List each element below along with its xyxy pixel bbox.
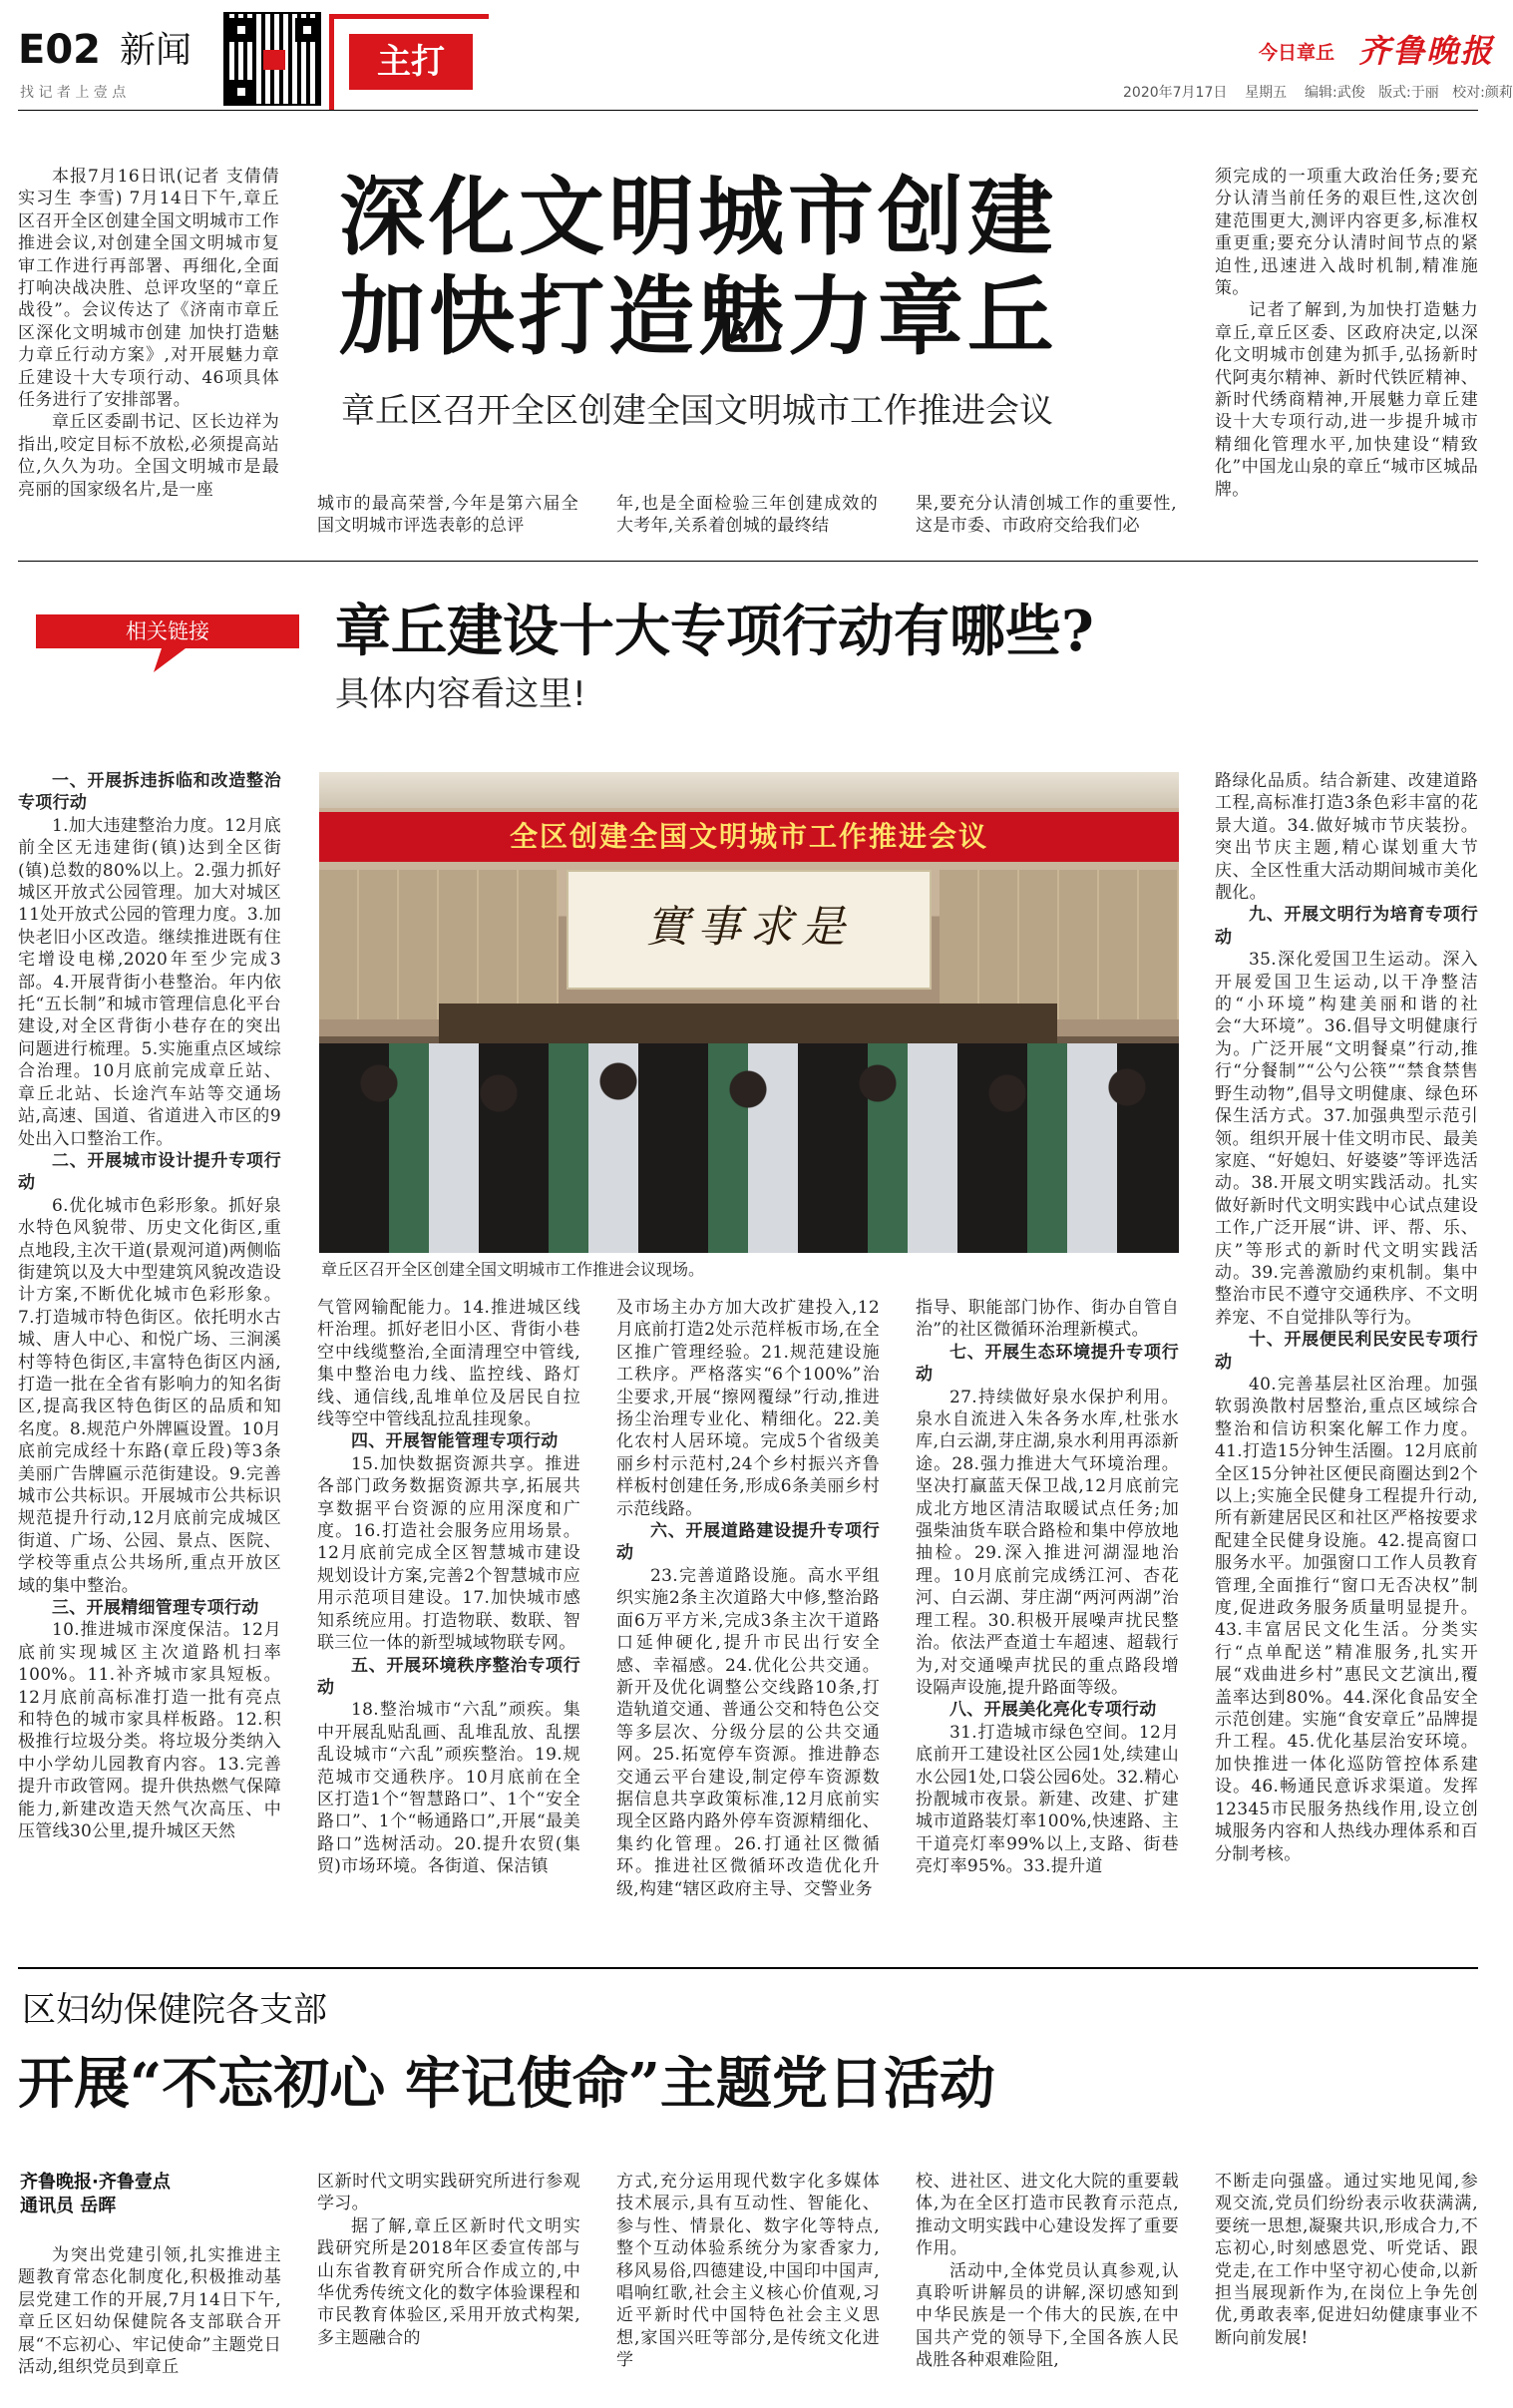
feature-paragraph: 气管网输配能力。14.推进城区线杆治理。抓好老旧小区、背街小巷空中线缆整治,全面清理空中管线,集中整治电力线、监控线、路灯线、通信线,乱堆单位及居民自拉线等空中管线乱拉乱挂现象。 [317,1298,580,1430]
lead-paragraph: 须完成的一项重大政治任务;要充分认清当前任务的艰巨性,这次创建范围更大,测评内容更多,标准权重更重;要充分认清时间节点的紧迫性,迅速进入战时机制,精准施策。 [1215,167,1478,299]
lead-headline-line-1: 深化文明城市创建 [339,167,1057,267]
feature-column-5 [1215,770,1478,1939]
lead-column [616,493,878,539]
bottom-column-2 [317,2171,580,2400]
newspaper-logo: 齐鲁晚报 [1358,32,1495,70]
editor: 编辑:武俊 [1304,85,1365,101]
section-heading: 十、开展便民利民安民专项行动 [1215,1330,1478,1373]
bottom-paragraph: 方式,充分运用现代数字化多媒体技术展示,具有互动性、智能化、参与性、情景化、数字化等特点,整个互动体验系统分为家香家力,移风易俗,四德建设,中国印中国声,唱响红歌,社会主义核心价值观,习近平新时代中国特色社会主义思想,家国兴旺等部分,是传统文化进学 [616,2172,880,2371]
section-divider [18,1967,1478,1969]
photo-ceiling [319,772,1179,808]
feature-paragraph: 15.加快数据资源共享。推进各部门政务数据资源共享,拓展共享数据平台资源的应用深度和广度。16.打造社会服务应用场景。12月底前完成全区智慧城市建设规划设计方案,完善2个智慧城市应用示范项目建设。17.加快城市感知系统应用。打造物联、数联、智联三位一体的新型城域物联专网。 [317,1453,580,1654]
section-badge: 主打 [349,34,473,90]
photo-banner [319,812,1179,862]
feature-paragraph: 及市场主办方加大改扩建投入,12月底前打造2处示范样板市场,在全区推广管理经验。21.规范建设施工秩序。严格落实“6个100%”治尘要求,开展“擦网覆绿”行动,推进扬尘治理专业化、精细化。22.美化农村人居环境。完成5个省级美丽乡村示范村,24个乡村振兴齐鲁样板村创建任务,形成6条美丽乡村示范线路。 [616,1298,880,1519]
masthead-meta [1123,84,1513,102]
photo-banner-text: 全区创建全国文明城市工作推进会议 [509,820,988,853]
issue-date: 2020年7月17日 [1123,85,1228,101]
section-heading: 六、开展道路建设提升专项行动 [616,1521,880,1564]
bottom-column-3 [616,2171,880,2400]
section-divider [18,561,1478,562]
bottom-column-1 [18,2244,281,2400]
photo-audience [319,1043,1179,1253]
feature-paragraph: 35.深化爱国卫生运动。深入开展爱国卫生运动,以干净整洁的“小环境”构建美丽和谐的社会“大环境”。36.倡导文明健康行为。广泛开展“文明餐桌”行动,推行“分餐制”“公勺公筷”“禁食禁售野生动物”,倡导文明健康、绿色环保生活方式。37.加强典型示范引领。组织开展十佳文明市民、最美家庭、“好媳妇、好婆婆”等评选活动。38.开展文明实践活动。扎实做好新时代文明实践中心试点建设工作,广泛开展“讲、评、帮、乐、庆”等形式的新时代文明实践活动。39.完善激励约束机制。集中整治市民不遵守交通秩序、不文明养宠、不自觉排队等行为。 [1215,950,1478,1328]
feature-paragraph: 23.完善道路设施。高水平组织实施2条主次道路大中修,整治路面6万平方米,完成3条主次干道路口延伸硬化,提升市民出行安全感、幸福感。24.优化公共交通。新开及优化调整公交线路10条,打造轨道交通、普通公交和特色公交等多层次、分级分层的公共交通网。25.拓宽停车资源。推进静态交通云平台建设,制定停车资源数据信息共享政策标准,12月底前实现全区路内路外停车资源精细化、集约化管理。26.打通社区微循环。推进社区微循环改造优化升级,构建“辖区政府主导、交警业务 [616,1565,880,1899]
feature-column-2 [317,1297,580,1939]
section-heading: 九、开展文明行为培育专项行动 [1215,905,1478,948]
section-heading: 一、开展拆违拆临和改造整治专项行动 [18,771,281,814]
section-heading: 五、开展环境秩序整治专项行动 [317,1655,580,1698]
masthead-sub: 找 记 者 上 壹 点 [20,85,127,101]
feature-column-4 [916,1297,1179,1939]
lead-headline [339,168,1167,367]
lead-paragraph: 记者了解到,为加快打造魅力章丘,章丘区委、区政府决定,以深化文明城市创建为抓手,弘扬新时代阿夷尔精神、新时代铁匠精神、新时代绣商精神,开展魅力章丘建设十大专项行动,进一步提升城市精细化管理水平,加快建设“精致化”中国龙山泉的章丘“城市区城品牌。 [1215,300,1478,500]
lead-paragraph: 章丘区委副书记、区长边祥为指出,咬定目标不放松,必须提高站位,久久为功。全国文明城市是最亮丽的国家级名片,是一座 [18,412,279,500]
qr-code-icon [223,12,321,106]
lead-paragraph: 年,也是全面检验三年创建成效的大考年,关系着创城的最终结 [616,494,878,537]
meeting-photo [319,772,1179,1253]
feature-paragraph: 1.加大违建整治力度。12月底前全区无违建街(镇)达到全区街(镇)总数的80%以上。2.强力抓好城区开放式公园管理。加大对城区11处开放式公园的管理力度。3.加快老旧小区改造。继续推进既有住宅增设电梯,2020年至少完成3部。4.开展背街小巷整治。年内依托“五长制”和城市管理信息化平台建设,对全区背街小巷存在的突出问题进行梳理。5.实施重点区域综合治理。10月底前完成章丘站、章丘北站、长途汽车站等交通场站,高速、国道、省道进入市区的9处出入口整治工作。 [18,815,281,1149]
feature-paragraph: 10.推进城市深度保洁。12月底前实现城区主次道路机扫率100%。11.补齐城市家具短板。12月底前高标准打造一批有亮点和特色的城市家具样板路。12.积极推行垃圾分类。将垃圾分类纳入中小学幼儿园教育内容。13.完善提升市政管网。提升供热燃气保障能力,新建改造天然气次高压、中压管线30公里,提升城区天然 [18,1620,281,1842]
bottom-paragraph: 活动中,全体党员认真参观,认真聆听讲解员的讲解,深切感知到中华民族是一个伟大的民族,在中国共产党的领导下,全国各族人民战胜各种艰难险阻, [916,2260,1179,2371]
proofreader: 校对:颜莉 [1452,85,1513,101]
bottom-paragraph: 不断走向强盛。通过实地见闻,参观交流,党员们纷纷表示收获满满,要统一思想,凝聚共识,形成合力,不忘初心,时刻感恩党、听党话、跟党走,在工作中坚守初心使命,以新担当展现新作为,在岗位上争先创优,勇敢表率,促进妇幼健康事业不断向前发展! [1215,2172,1478,2348]
lead-paragraph: 本报7月16日讯(记者 支倩倩 实习生 李雪) 7月14日下午,章丘区召开全区创建全国文明城市工作推进会议,对创建全国文明城市复审工作进行再部署、再细化,全面打响决战决胜、总评攻坚的“章丘战役”。会议传达了《济南市章丘区深化文明城市创建 加快打造魅力章丘行动方案》,对开展魅力章丘建设十大专项行动、46项具体任务进行了安排部署。 [18,167,279,411]
feature-subheadline: 具体内容看这里! [335,674,586,714]
feature-paragraph: 指导、职能部门协作、街办自管自治”的社区微循环治理新模式。 [916,1298,1179,1341]
bottom-headline: 开展“不忘初心 牢记使命”主题党日活动 [18,2051,995,2117]
photo-wall-right [940,870,1179,1019]
feature-paragraph: 18.整治城市“六乱”顽疾。集中开展乱贴乱画、乱堆乱放、乱摆乱设城市“六乱”顽疾整治。19.规范城市交通秩序。10月底前在全区打造1个“智慧路口”、1个“安全路口”、1个“畅通路口”,开展“最美路口”选树活动。20.提升农贸(集贸)市场环境。各街道、保洁镇 [317,1700,580,1877]
lead-paragraph: 果,要充分认清创城工作的重要性,这是市委、市政府交给我们必 [916,494,1177,537]
section-heading: 八、开展美化亮化专项行动 [949,1700,1157,1721]
feature-headline: 章丘建设十大专项行动有哪些? [335,599,1094,664]
related-link-label: 相关链接 [126,619,209,643]
bottom-column-5 [1215,2171,1478,2400]
related-link-tag [36,614,299,674]
feature-paragraph: 40.完善基层社区治理。加强软弱涣散村居整治,重点区域综合整治和信访积案化解工作力度。41.打造15分钟生活圈。12月底前全区15分钟社区便民商圈达到2个以上;实施全民健身工程提升行动,所有新建居民区和社区严格按要求配建全民健身设施。42.提高窗口服务水平。加强窗口工作人员教育管理,全面推行“窗口无否决权”制度,促进政务服务质量明显提升。43.丰富居民文化生活。分类实行“点单配送”精准服务,扎实开展“戏曲进乡村”惠民文艺演出,覆盖率达到80%。44.深化食品安全示范创建。实施“食安章丘”品牌提升工程。45.优化基层治安环境。加快推进一体化巡防管控体系建设。46.畅通民意诉求渠道。发挥12345市民服务热线作用,设立创城服务内容和人热线办理体系和百分制考核。 [1215,1374,1478,1864]
lead-headline-line-2: 加快打造魅力章丘 [339,266,1057,367]
bottom-paragraph: 据了解,章丘区新时代文明实践研究所是2018年区委宣传部与山东省教育研究所合作成立的,中华优秀传统文化的数字体验课程和市民教育体验区,采用开放式构架,多主题融合的 [317,2215,580,2348]
today-label: 今日章丘 [1259,42,1335,64]
designer: 版式:于丽 [1378,85,1439,101]
feature-paragraph: 路绿化品质。结合新建、改建道路工程,高标准打造3条色彩丰富的花景大道。34.做好城市节庆装扮。突出节庆主题,精心谋划重大节庆、全区性重大活动期间城市美化靓化。 [1215,771,1478,904]
section-heading: 四、开展智能管理专项行动 [351,1431,559,1452]
photo-caption: 章丘区召开全区创建全国文明城市工作推进会议现场。 [321,1260,705,1279]
masthead-rule [18,110,1478,111]
byline-reporter: 通讯员 岳晖 [20,2196,117,2216]
section-heading: 七、开展生态环境提升专项行动 [916,1342,1179,1386]
bottom-paragraph: 区新时代文明实践研究所进行参观学习。 [317,2172,580,2214]
section-heading: 三、开展精细管理专项行动 [52,1598,259,1619]
lead-column [916,493,1177,539]
masthead [0,0,1513,140]
feature-paragraph: 31.打造城市绿色空间。12月底前开工建设社区公园1处,续建山水公园1处,口袋公园6处。32.精心扮靓城市夜景。新建、改建、扩建城市道路装灯率100%,快速路、主干道亮灯率99%以上,支路、街巷亮灯率95%。33.提升道 [916,1722,1179,1877]
bottom-byline [20,2171,281,2218]
lead-paragraph: 城市的最高荣誉,今年是第六届全国文明城市评选表彰的总评 [317,494,578,537]
feature-column-1 [18,770,281,1939]
byline-outlet: 齐鲁晚报·齐鲁壹点 [20,2172,171,2193]
lead-column-right [1215,166,1478,539]
issue-weekday: 星期五 [1245,85,1288,101]
photo-calligraphy [567,870,932,990]
photo-podium [439,1003,1057,1043]
bottom-paragraph: 为突出党建引领,扎实推进主题教育常态化制度化,积极推动基层党建工作的开展,7月14日下午,章丘区妇幼保健院各支部联合开展“不忘初心、牢记使命”主题党日活动,组织党员到章丘 [18,2245,281,2378]
feature-paragraph: 27.持续做好泉水保护利用。泉水自流进入朱各务水库,杜张水库,白云湖,芽庄湖,泉水利用再添新途。28.强力推进大气环境治理。坚决打赢蓝天保卫战,12月底前完成北方地区清洁取暖试点任务;加强柴油货车联合路检和集中停放地抽检。29.深入推进河湖湿地治理。10月底前完成绣江河、杏花河、白云湖、芽庄湖“两河两湖”治理工程。30.积极开展噪声扰民整治。依法严查道士车超速、超载行为,对交通噪声扰民的重点路段增设隔声设施,提升路面等级。 [916,1387,1179,1698]
feature-paragraph: 6.优化城市色彩形象。抓好泉水特色风貌带、历史文化街区,重点地段,主次干道(景观河道)两侧临街建筑以及大中型建筑风貌改造设计方案,不断优化城市色彩形象。7.打造城市特色街区。依托明水古城、唐人中心、和悦广场、三涧溪村等特色街区,丰富特色街区内涵,打造一批在全省有影响力的知名街区,提高我区特色街区的品质和知名度。8.规范户外牌匾设置。10月底前完成经十东路(章丘段)等3条美丽广告牌匾示范街建设。9.完善城市公共标识。开展城市公共标识规范提升行动,12月底前完成城区街道、广场、公园、景点、医院、学校等重点公共场所,重点开放区域的集中整治。 [18,1195,281,1596]
lead-subheadline: 章丘区召开全区创建全国文明城市工作推进会议 [341,391,1053,431]
section-name: 新闻 [120,30,192,71]
feature-column-3 [616,1297,880,1939]
photo-wall-left [319,870,559,1019]
lead-column [317,493,578,539]
bottom-paragraph: 校、进社区、进文化大院的重要载体,为在全区打造市民教育示范点,推动文明实践中心建设发挥了重要作用。 [916,2172,1179,2259]
section-heading: 二、开展城市设计提升专项行动 [18,1150,281,1194]
photo-calligraphy-text: 實事求是 [645,902,853,953]
page-number: E02 [18,27,101,73]
lead-column-left [18,166,279,537]
bottom-column-4 [916,2171,1179,2400]
bottom-kicker: 区妇幼保健院各支部 [22,1990,327,2030]
